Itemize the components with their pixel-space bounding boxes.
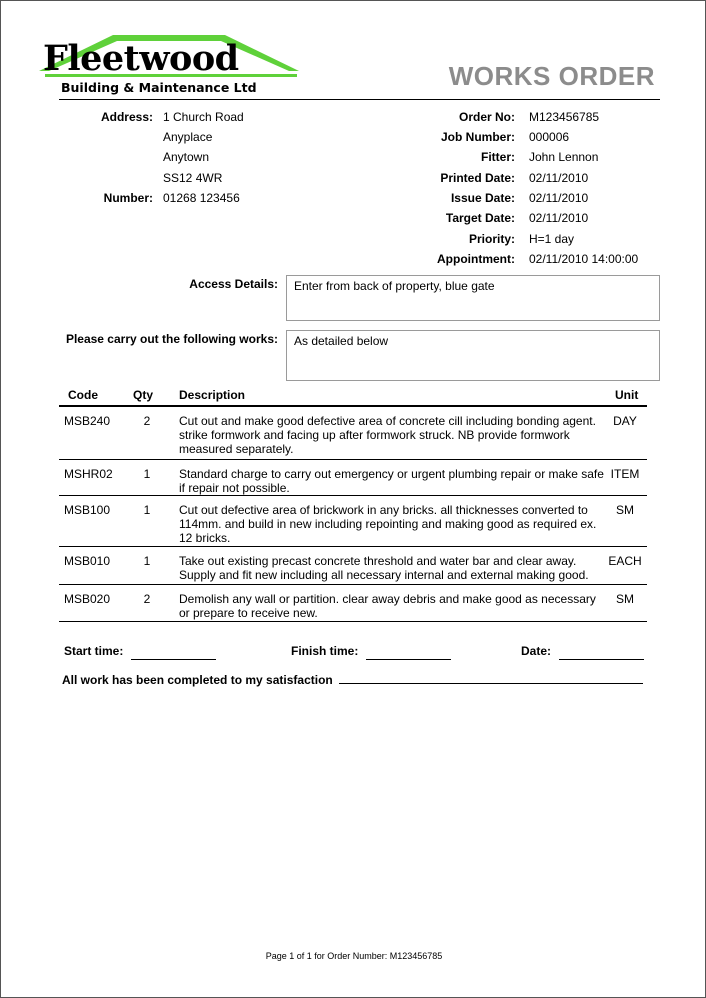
column-header-qty: Qty xyxy=(133,388,154,402)
column-header-description: Description xyxy=(179,388,246,402)
row-unit: SM xyxy=(616,592,634,606)
order-no-label: Order No: xyxy=(458,110,515,124)
row-unit: EACH xyxy=(608,554,642,568)
job-number-value: 000006 xyxy=(529,130,570,144)
start-time-label: Start time: xyxy=(64,644,124,658)
row-unit: SM xyxy=(616,503,634,517)
address-label: Address: xyxy=(100,110,153,124)
row-description: Demolish any wall or partition. clear away debris and make good as necessary or prepare to receive new. xyxy=(179,592,596,620)
works-instruction-box xyxy=(286,330,660,381)
row-code: MSHR02 xyxy=(64,467,113,481)
row-description: Cut out defective area of brickwork in any bricks. all thicknesses converted to 114mm. and build in new including repointing and making good as required ex. 12 bricks. xyxy=(179,503,597,545)
issue-date-label: Issue Date: xyxy=(450,191,515,205)
date-field[interactable] xyxy=(559,659,644,660)
finish-time-label: Finish time: xyxy=(291,644,359,658)
appointment-value: 02/11/2010 14:00:00 xyxy=(529,252,639,266)
target-date-value: 02/11/2010 xyxy=(529,211,589,225)
priority-value: H=1 day xyxy=(529,232,575,246)
order-no-value: M123456785 xyxy=(529,110,600,124)
row-qty: 2 xyxy=(143,414,151,428)
access-details-value: Enter from back of property, blue gate xyxy=(294,279,495,293)
priority-label: Priority: xyxy=(468,232,515,246)
logo-tagline: Building & Maintenance Ltd xyxy=(61,80,257,95)
table-row xyxy=(59,496,647,547)
job-number-label: Job Number: xyxy=(440,130,515,144)
finish-time-field[interactable] xyxy=(366,659,451,660)
row-qty: 1 xyxy=(143,503,151,517)
document-title: WORKS ORDER xyxy=(448,61,655,91)
table-row xyxy=(59,547,647,585)
row-description: Standard charge to carry out emergency or urgent plumbing repair or make safe if repair not possible. xyxy=(179,467,604,495)
works-instruction-label: Please carry out the following works: xyxy=(65,332,278,346)
phone-number-label: Number: xyxy=(103,191,153,205)
start-time-field[interactable] xyxy=(131,659,216,660)
address-line3: Anytown xyxy=(163,150,210,164)
phone-number-value: 01268 123456 xyxy=(163,191,240,205)
date-label: Date: xyxy=(521,644,552,658)
column-header-code: Code xyxy=(68,388,98,402)
row-code: MSB020 xyxy=(64,592,111,606)
address-postcode: SS12 4WR xyxy=(163,171,223,185)
fitter-value: John Lennon xyxy=(529,150,599,164)
column-header-unit: Unit xyxy=(615,388,639,402)
row-unit: ITEM xyxy=(610,467,640,481)
row-code: MSB240 xyxy=(64,414,111,428)
works-instruction-value: As detailed below xyxy=(294,334,389,348)
row-qty: 1 xyxy=(143,554,151,568)
table-row xyxy=(59,585,647,622)
row-description: Take out existing precast concrete threshold and water bar and clear away. Supply and fit new including all necessary internal and external making good. xyxy=(179,554,589,582)
logo-company-name: Fleetwood xyxy=(43,38,239,79)
company-logo xyxy=(37,33,299,99)
row-code: MSB010 xyxy=(64,554,111,568)
printed-date-value: 02/11/2010 xyxy=(529,171,589,185)
target-date-label: Target Date: xyxy=(445,211,515,225)
row-description: Cut out and make good defective area of concrete cill including bonding agent. strike formwork and facing up after formwork struck. NB provide formwork measured separately. xyxy=(179,414,596,456)
title-divider xyxy=(59,99,660,100)
row-qty: 2 xyxy=(143,592,151,606)
row-code: MSB100 xyxy=(64,503,111,517)
row-qty: 1 xyxy=(143,467,151,481)
table-row xyxy=(59,460,647,496)
signature-field[interactable] xyxy=(339,683,643,684)
issue-date-value: 02/11/2010 xyxy=(529,191,589,205)
printed-date-label: Printed Date: xyxy=(440,171,515,185)
row-unit: DAY xyxy=(613,414,637,428)
access-details-label: Access Details: xyxy=(189,277,278,291)
appointment-label: Appointment: xyxy=(437,252,515,266)
page-footer: Page 1 of 1 for Order Number: M123456785 xyxy=(265,951,443,961)
fitter-label: Fitter: xyxy=(481,150,515,164)
satisfaction-label: All work has been completed to my satisfaction xyxy=(62,673,333,687)
address-line2: Anyplace xyxy=(163,130,213,144)
address-line1: 1 Church Road xyxy=(163,110,244,124)
table-row xyxy=(59,407,647,460)
access-details-box xyxy=(286,275,660,321)
